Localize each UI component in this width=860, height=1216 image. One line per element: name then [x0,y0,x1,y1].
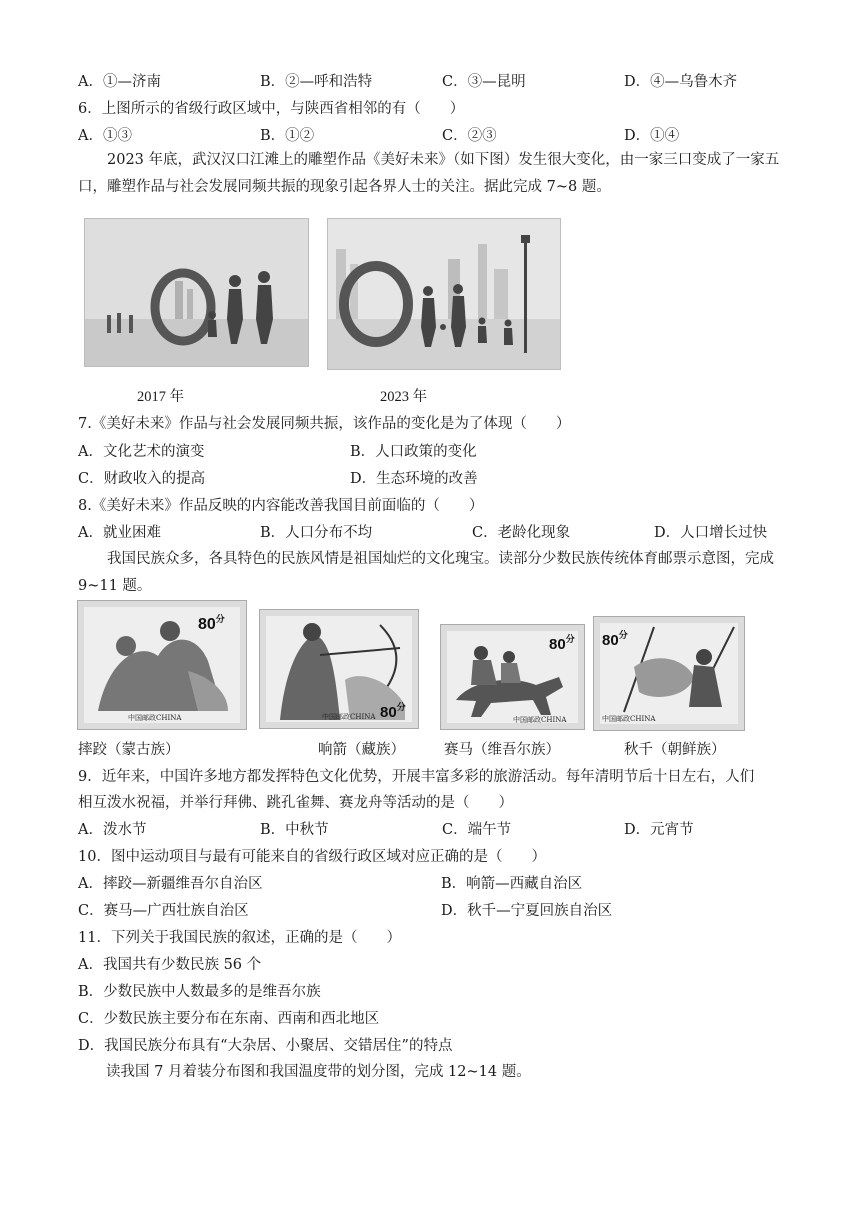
q8-option-c: C．老龄化现象 [472,525,571,541]
stamp3-postal: 中国邮政CHINA [513,716,567,724]
q8-option-b: B．人口分布不均 [260,525,373,541]
stamp-archery [259,609,419,729]
q11-option-c: C．少数民族主要分布在东南、西南和西北地区 [78,1011,380,1027]
q11-option-b: B．少数民族中人数最多的是维吾尔族 [78,984,321,1000]
q9-option-a: A．泼水节 [78,822,147,838]
q6-option-a: A．①③ [78,128,132,144]
stamp2-value: 80 [380,704,397,721]
q7-option-d: D．生态环境的改善 [350,471,478,487]
q10-option-a: A．摔跤—新疆维吾尔自治区 [78,876,263,892]
stamp4-postal: 中国邮政CHINA [602,715,656,723]
q5-option-c: C．③—昆明 [442,74,526,90]
q11-option-a: A．我国共有少数民族 56 个 [78,957,262,973]
q7-option-b: B．人口政策的变化 [350,444,477,460]
q6-options [78,124,778,144]
q9-stem-line2: 相互泼水祝福，并举行拜佛、跳孔雀舞、赛龙舟等活动的是（ ） [78,795,513,811]
q9-stem-line1: 9．近年来，中国许多地方都发挥特色文化优势，开展丰富多彩的旅游活动。每年清明节后十日左右，人们 [78,769,755,785]
stamp2-postal: 中国邮政CHINA [322,713,376,721]
q6-option-d: D．①④ [624,128,680,144]
q10-option-b: B．响箭—西藏自治区 [441,876,583,892]
q6-stem: 6．上图所示的省级行政区域中，与陕西省相邻的有（ ） [78,101,465,117]
q5-option-d: D．④—乌鲁木齐 [624,74,738,90]
q9-option-d: D．元宵节 [624,822,694,838]
intro-9-11: 我国民族众多，各具特色的民族风情是祖国灿烂的文化瑰宝。读部分少数民族传统体育邮票示意图，完成 9~11 题。 [78,551,774,594]
q8-stem: 8.《美好未来》作品反映的内容能改善我国目前面临的（ ） [78,498,484,514]
stamp1-postal: 中国邮政CHINA [128,714,182,722]
intro-12-14: 读我国 7 月着装分布图和我国温度带的划分图，完成 12~14 题。 [106,1064,531,1080]
q6-option-c: C．②③ [442,128,497,144]
stamp-swing [593,616,745,731]
stamp-horse-racing [440,624,585,730]
q5-option-b: B．②—呼和浩特 [260,74,373,90]
q7-option-a: A．文化艺术的演变 [78,444,205,460]
stamp4-value: 80 [602,632,619,649]
stamp4-unit: 分 [618,630,628,640]
q8-option-d: D．人口增长过快 [654,525,768,541]
q9-option-b: B．中秋节 [260,822,329,838]
q9-option-c: C．端午节 [442,822,512,838]
stamp-caption-horse-racing: 赛马（维吾尔族） [444,742,560,758]
sculpture-photo-2023 [327,218,561,370]
stamp-caption-wrestling: 摔跤（蒙古族） [78,742,180,758]
caption-2017: 2017 年 [137,389,185,405]
q10-stem: 10．图中运动项目与最有可能来自的省级行政区域对应正确的是（ ） [78,849,546,865]
q5-option-a: A．①—济南 [78,74,161,90]
sculpture-photo-2017 [84,218,309,367]
stamp-caption-swing: 秋千（朝鲜族） [624,742,726,758]
stamp1-unit: 分 [215,614,225,624]
q11-option-d: D．我国民族分布具有“大杂居、小聚居、交错居住”的特点 [78,1038,453,1054]
intro-7-8: 2023 年底，武汉汉口江滩上的雕塑作品《美好未来》（如下图）发生很大变化，由一家三口变成了一家五口，雕塑作品与社会发展同频共振的现象引起各界人士的关注。据此完成 7~8 题。 [78,152,780,195]
q6-option-b: B．①② [260,128,315,144]
q7-option-c: C．财政收入的提高 [78,471,206,487]
q10-option-c: C．赛马—广西壮族自治区 [78,903,249,919]
stamp2-unit: 分 [396,702,406,712]
q8-options [78,521,778,541]
stamp1-value: 80 [198,616,216,633]
q9-options [78,818,778,838]
stamp-wrestling [77,600,247,730]
stamp3-unit: 分 [565,634,575,644]
q8-option-a: A．就业困难 [78,525,161,541]
q7-stem: 7.《美好未来》作品与社会发展同频共振，该作品的变化是为了体现（ ） [78,416,571,432]
q5-options [78,70,778,90]
q11-stem: 11．下列关于我国民族的叙述，正确的是（ ） [78,930,401,946]
stamp-caption-archery: 响箭（藏族） [318,742,405,758]
stamp3-value: 80 [549,636,566,653]
caption-2023: 2023 年 [380,389,428,405]
q10-option-d: D．秋千—宁夏回族自治区 [441,903,613,919]
